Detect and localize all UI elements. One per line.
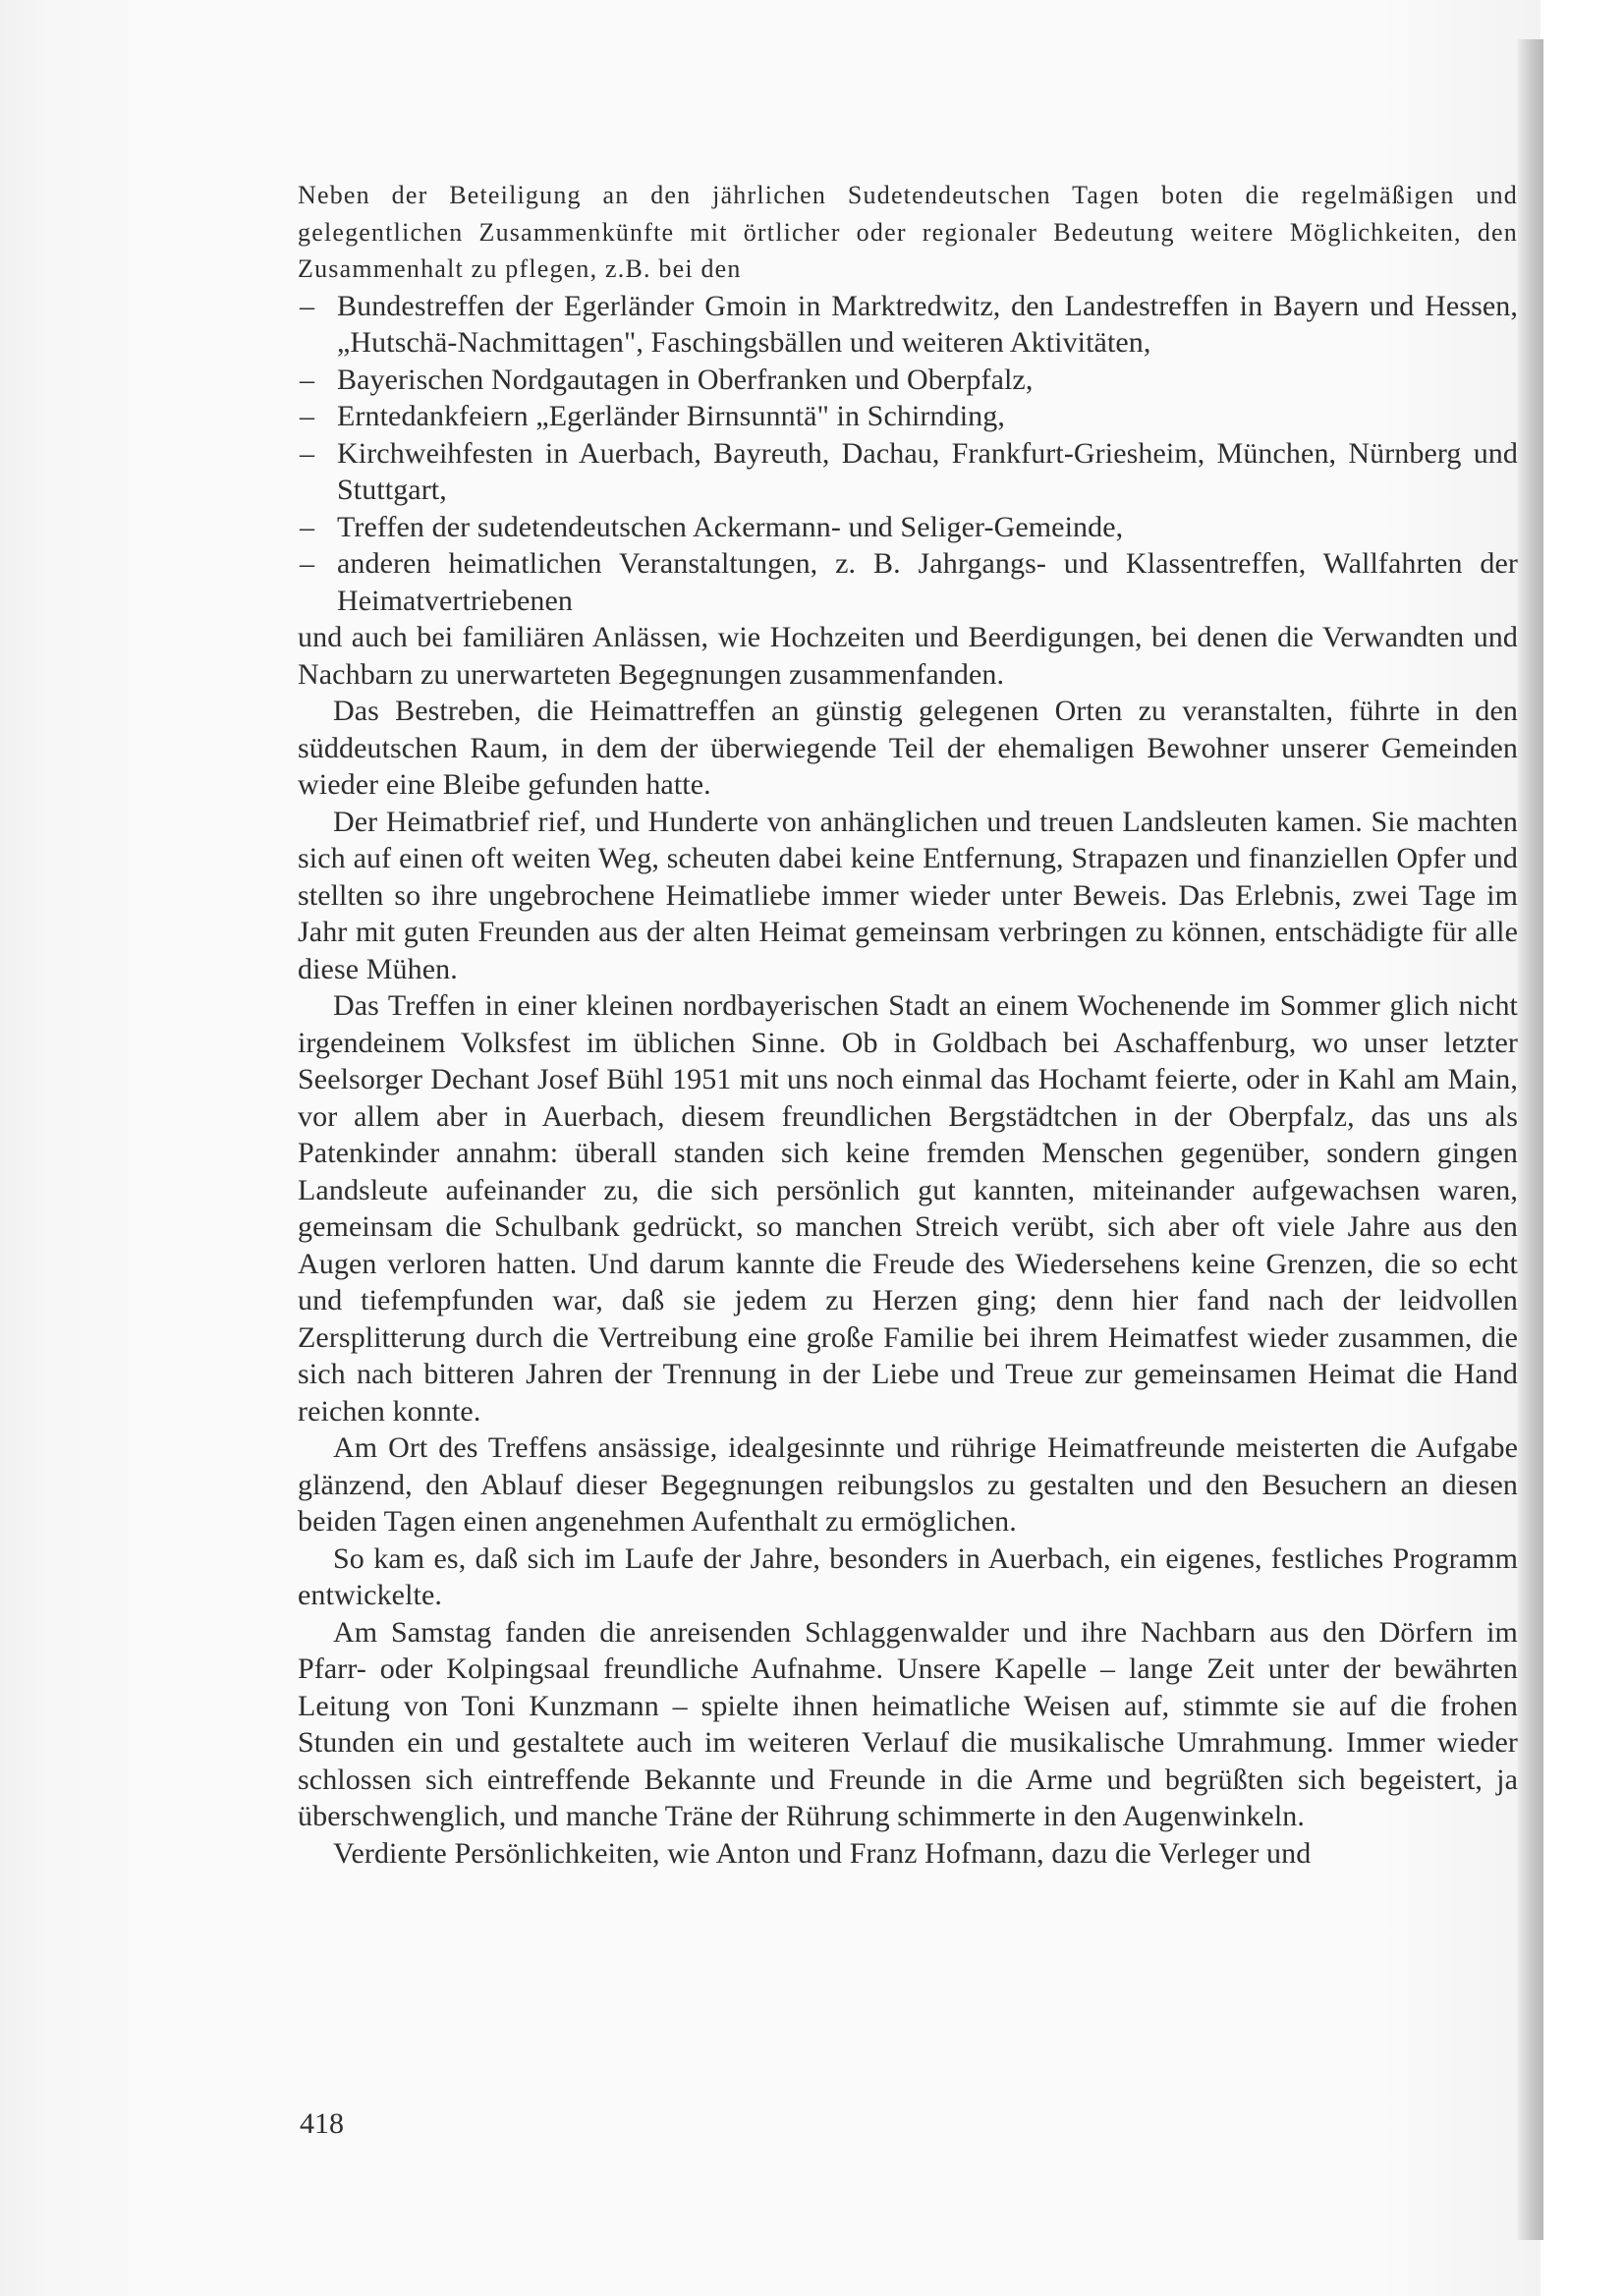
list-item: – Kirchweihfesten in Auerbach, Bayreuth, Dachau, Frankfurt-Griesheim, München, Nürnberg und Stuttgart, [298, 435, 1518, 509]
paragraph: Verdiente Persönlichkeiten, wie Anton und Franz Hofmann, dazu die Verleger und [333, 1836, 1312, 1870]
list-item: – Bundestreffen der Egerländer Gmoin in Marktredwitz, den Landestreffen in Bayern und Hessen, „Hutschä-Nachmittagen", Faschingsbällen und weiteren Aktivitäten, [298, 288, 1518, 362]
paragraph: So kam es, daß sich im Laufe der Jahre, besonders in Auerbach, ein eigenes, festliches Programm entwickelte. [298, 1541, 1518, 1611]
page-number: 418 [300, 2107, 344, 2140]
intro-paragraph: Neben der Beteiligung an den jährlichen Sudetendeutschen Tagen boten die regelmäßigen und gelegentlichen Zusammenkünfte mit örtlicher oder regionaler Bedeutung weitere Möglichkeiten, den Zusammenhalt zu pflegen, z.B. bei den [298, 181, 1518, 283]
event-list [298, 288, 1518, 620]
list-item: – Erntedankfeiern „Egerländer Birnsunntä" in Schirnding, [298, 398, 1518, 435]
page-edge-shadow [1518, 39, 1543, 2240]
body-text [298, 177, 1518, 1872]
list-item: – Treffen der sudetendeutschen Ackermann- und Seliger-Gemeinde, [298, 509, 1518, 546]
paragraph: Am Ort des Treffens ansässige, idealgesinnte und rührige Heimatfreunde meisterten die Aufgabe glänzend, den Ablauf dieser Begegnungen reibungslos zu gestalten und den Besuchern an diesen beiden Tagen einen angenehmen Aufenthalt zu ermöglichen. [298, 1431, 1518, 1538]
list-item: – anderen heimatlichen Veranstaltungen, z. B. Jahrgangs- und Klassentreffen, Wallfahrten der Heimatvertriebenen [298, 545, 1518, 619]
continuation-paragraph: und auch bei familiären Anlässen, wie Hochzeiten und Beerdigungen, bei denen die Verwandten und Nachbarn zu unerwarteten Begegnungen zusammenfanden. [298, 621, 1518, 691]
paragraph: Der Heimatbrief rief, und Hunderte von anhänglichen und treuen Landsleuten kamen. Sie machten sich auf einen oft weiten Weg, scheuten dabei keine Entfernung, Strapazen und finanziellen Opfer und stellten so ihre ungebrochene Heimatliebe immer wieder unter Beweis. Das Erlebnis, zwei Tage im Jahr mit guten Freunden aus der alten Heimat gemeinsam verbringen zu können, entschädigte für alle diese Mühen. [298, 805, 1518, 985]
paragraph: Am Samstag fanden die anreisenden Schlaggenwalder und ihre Nachbarn aus den Dörfern im Pfarr- oder Kolpingsaal freundliche Aufnahme. Unsere Kapelle – lange Zeit unter der bewährten Leitung von Toni Kunzmann – spielte ihnen heimatliche Weisen auf, stimmte sie auf die frohen Stunden ein und gestaltete auch im weiteren Verlauf die musikalische Umrahmung. Immer wieder schlossen sich eintreffende Bekannte und Freunde in die Arme und begrüßten sich begeistert, ja überschwenglich, und manche Träne der Rührung schimmerte in den Augenwinkeln. [298, 1615, 1518, 1832]
paragraph: Das Bestreben, die Heimattreffen an günstig gelegenen Orten zu veranstalten, führte in den süddeutschen Raum, in dem der überwiegende Teil der ehemaligen Bewohner unserer Gemeinden wieder eine Bleibe gefunden hatte. [298, 695, 1518, 801]
paragraph: Das Treffen in einer kleinen nordbayerischen Stadt an einem Wochenende im Sommer glich nicht irgendeinem Volksfest im üblichen Sinne. Ob in Goldbach bei Aschaffenburg, wo unser letzter Seelsorger Dechant Josef Bühl 1951 mit uns noch einmal das Hochamt feierte, oder in Kahl am Main, vor allem aber in Auerbach, diesem freundlichen Bergstädtchen in der Oberpfalz, das uns als Patenkinder annahm: überall standen sich keine fremden Menschen gegenüber, sondern gingen Landsleute aufeinander zu, die sich persönlich gut kannten, miteinander aufgewachsen waren, gemeinsam die Schulbank gedrückt, so manchen Streich verübt, sich aber oft viele Jahre aus den Augen verloren hatten. Und darum kannte die Freude des Wiedersehens keine Grenzen, die so echt und tiefempfunden war, daß sie jedem zu Herzen ging; denn hier fand nach der leidvollen Zersplitterung durch die Vertreibung eine große Familie bei ihrem Heimatfest wieder zusammen, die sich nach bitteren Jahren der Trennung in der Liebe und Treue zur gemeinsamen Heimat die Hand reichen konnte. [298, 989, 1518, 1428]
list-item: – Bayerischen Nordgautagen in Oberfranken und Oberpfalz, [298, 362, 1518, 399]
